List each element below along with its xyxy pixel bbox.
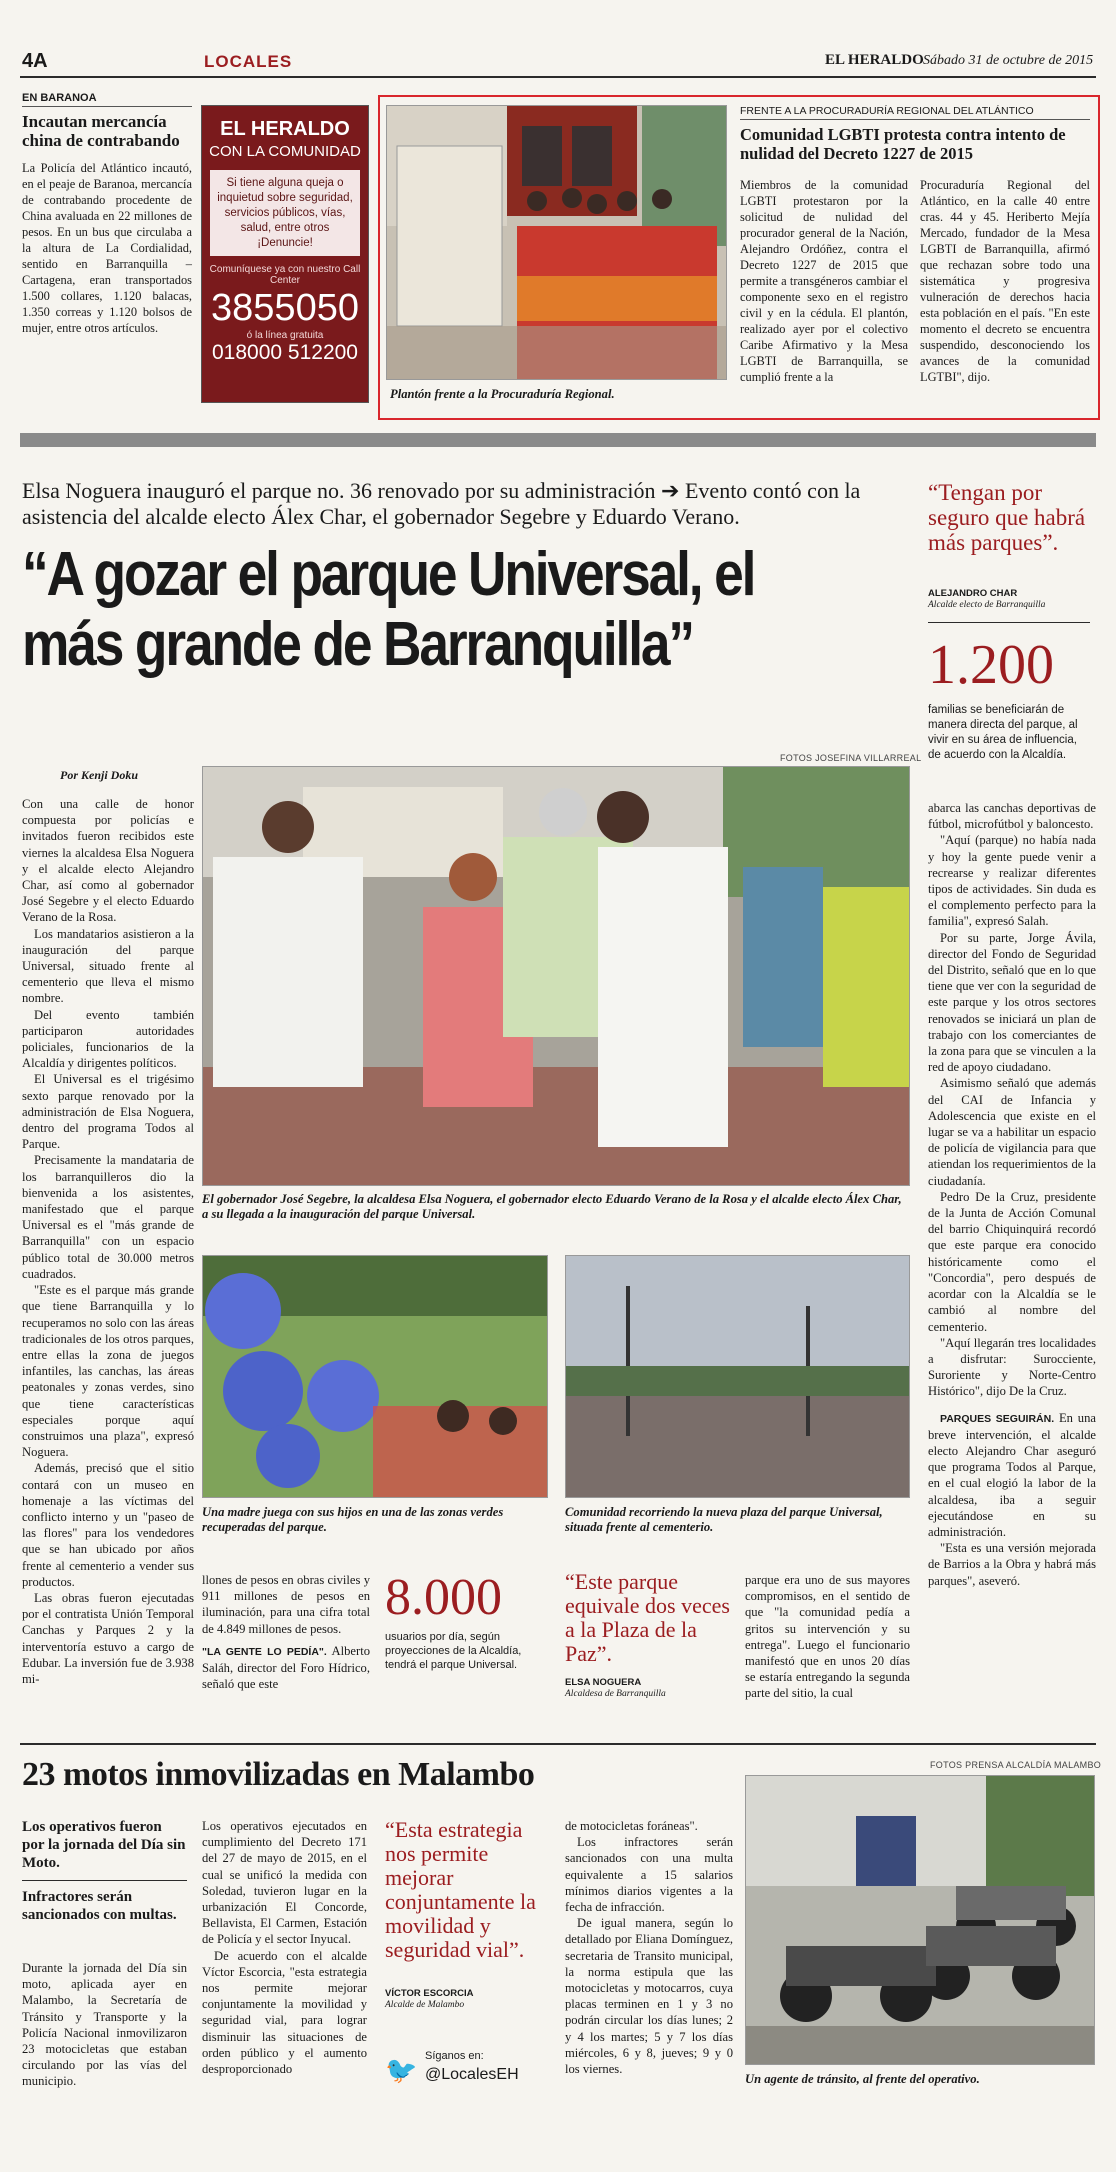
side-quote-role: Alcalde electo de Barranquilla [928,600,1046,610]
para: Asimismo señaló que además del CAI de Infancia y Adolescencia que existe en el lugar se va a habilitar un espacio de policía de vigilancia para que atiendan los requerimientos de la ciudadanía. [928,1076,1096,1188]
sub-rule [22,1880,187,1881]
twitter-handle[interactable]: @LocalesEH [425,2066,519,2083]
caption-plaza: Comunidad recorriendo la nueva plaza del parque Universal, situada frente al cementerio. [565,1505,883,1534]
stat-text: usuarios por día, según proyecciones de la Alcaldía, tendrá el parque Universal. [385,1631,522,1671]
header-rule [20,76,1096,78]
main-col-right [928,800,1096,1589]
community-promo [201,105,369,403]
para: Precisamente la mandataria de los barranquilleros dio la bienvenida a los asistentes, manifestado que el parque Universal es el "más grande de Barranquilla" con un espacio público total de 30.000 metros cuadrados. [22,1153,194,1281]
brief-baranoa [22,92,192,336]
byline: Por Kenji Doku [60,768,139,782]
plaza-crowd-illustration [566,1256,910,1498]
para: De acuerdo con el alcalde Víctor Escorcia, "esta estrategia nos permite mejorar conjuntamente la movilidad y seguridad vial, para lograr disminuir las situaciones de orden público y el aumento desproporcionado [202,1948,367,2077]
para: Alberto Saláh, director del Foro Hídrico, señaló que este [202,1643,370,1692]
photo-plaza [565,1255,910,1498]
side-quote-name: ALEJANDRO CHAR [928,588,1018,599]
side-stat-text: familias se beneficiarán de manera directa del parque, al vivir en su área de influencia, de acuerdo con la Alcaldía. [928,704,1078,761]
side-rule [928,622,1090,623]
para-with-kicker [928,1410,1096,1541]
main-col-bottom-c: parque era uno de sus mayores compromisos, en el sentido de que "la comunidad pedía a gritos su intervención y su entrega". Luego el funcionario manifestó que en unos 20 días se estaría entregando la segunda parte del sitio, la cual [745,1573,910,1701]
section-name: LOCALES [204,52,293,71]
promo-free-line: ó la línea gratuita [246,330,324,341]
section-divider [20,433,1096,447]
main-col-left [22,796,194,1687]
deck-part-1: Elsa Noguera inauguró el parque no. 36 renovado por su administración [22,478,656,503]
quote-noguera-role: Alcaldesa de Barranquilla [565,1689,666,1699]
para: En una breve intervención, el alcalde electo Alejandro Char aseguró que programa Todos al Parque, en el cual elogió la labor de la alcaldesa, iba a seguir ejecutándose en su administración. [928,1410,1096,1539]
promo-free-number[interactable]: 018000 512200 [212,341,358,364]
para-kicker-wrap [202,1643,370,1693]
promo-text: Si tiene alguna queja o inquietud sobre seguridad, servicios públicos, vías, salud, entre otros ¡Denuncie! [210,170,360,256]
quote-noguera: “Este parque equivale dos veces a la Plaza de la Paz”. [565,1569,730,1666]
motos-col2 [202,1818,367,2077]
motos-headline: 23 motos inmovilizadas en Malambo [22,1756,535,1793]
para: de motocicletas foráneas". [565,1819,698,1833]
lgbti-story [378,95,1100,420]
paper-name: EL HERALDO [825,52,924,68]
para: Además, precisó que el sitio contará con un museo en homenaje a las víctimas del conflicto interno y un "paseo de las flores" para los vendedores que se han ubicado por años frente al cementerio a vender sus productos. [22,1461,194,1589]
deck-part-2: Evento contó con la asistencia del alcalde electo Álex Char, el gobernador Segebre y Eduardo Verano. [22,478,861,529]
main-headline: “A gozar el parque Universal, el más grande de Barranquilla” [22,540,755,679]
main-photo [202,766,910,1186]
stat-big: 8.000 [385,1569,502,1626]
para: Por su parte, Jorge Ávila, director del Fondo de Seguridad del Distrito, señaló que en lo que tiene que ver con la seguridad de este parque y los otros sectores renovados se iniciará un plan de trabajo con los comerciantes de la zona para que se vinculen a la red de apoyo ciudadano. [928,930,1096,1075]
para: Con una calle de honor compuesta por policías e invitados fueron recibidos este viernes la alcaldesa Elsa Noguera y el alcalde electo Alejandro Char, así como al gobernador José Segebre y el electo Eduardo Verano de la Rosa. [22,797,194,925]
motos-quote: “Esta estrategia nos permite mejorar conjuntamente la movilidad y seguridad vial”. [385,1817,536,1962]
story-divider [20,1743,1096,1745]
twitter-bird-icon: 🐦 [385,2056,418,2085]
para: abarca las canchas deportivas de fútbol, microfútbol y baloncesto. [928,801,1096,832]
para: "Este es el parque más grande que tiene Barranquilla y lo recuperamos no solo con las áreas tradicionales de los otros parques, entre ellas la zona de juegos infantiles, las canchas, las áreas peatonales y zonas verdes, sino que tiene características especiales porque aquí construimos una plaza", expresó Noguera. [22,1283,194,1460]
issue-date: Sábado 31 de octubre de 2015 [923,53,1094,68]
social-follow[interactable] [385,2050,555,2090]
follow-label: Síganos en: [425,2050,484,2062]
lgbti-col2: Procuraduría Regional del Atlántico, en la calle 40 entre cras. 44 y 45. Heriberto Mejía Mercado, fundador de la Mesa LGBTI de Barranquilla, afirmó que rechazan sobre todo una sistemática y progresiva vulneración de derechos hacia esta población en el país. "En este momento el decreto se encuentra suspendido, desconociendo los avances de la comunidad LGTBI", dijo. [920,178,1090,384]
para: Las obras fueron ejecutadas por el contratista Unión Temporal Canchas y Parques 2 y la interventoría estuvo a cargo de Edubar. La inversión fue de 3.938 mi- [22,1590,194,1686]
lgbti-col1: Miembros de la comunidad LGBTI protestaron por la solicitud de nulidad del procurador general de la Nación, Alejandro Ordóñez, contra el Decreto 1227 de 2015 que permite a transgéneros cambiar el componente sexo en el registro civil y en la cédula. El plantón, realizado ayer por el colectivo Caribe Afirmativo y la Mesa LGBTI de Barranquilla, se cumplió frente a la [740,178,908,384]
motos-col4 [565,1818,733,2077]
family-park-illustration [203,1256,548,1498]
photo-credit: FOTOS JOSEFINA VILLARREAL [780,753,922,763]
officials-photo-illustration [203,767,910,1186]
motos-sub2: Infractores serán sancionados con multas. [22,1889,177,1923]
lgbti-photo [386,105,727,380]
para: El Universal es el trigésimo sexto parque renovado por la administración de Elsa Noguera, dentro del programa Todos al Parque. [22,1072,194,1152]
arrow-circle-icon: ➔ [661,478,680,503]
para: llones de pesos en obras civiles y 911 millones de pesos en iluminación, para una cifra total de 4.849 millones de pesos. [202,1573,370,1636]
protest-photo-illustration [387,106,727,380]
main-col-bottom-a [202,1572,370,1692]
lgbti-title: Comunidad LGBTI protesta contra intento de nulidad del Decreto 1227 de 2015 [740,125,1066,163]
motos-quote-role: Alcalde de Malambo [385,2000,465,2010]
para: Los mandatarios asistieron a la inauguración del parque Universal, situado frente al cementerio que lleva el mismo nombre. [22,926,194,1006]
para: "Aquí (parque) no había nada y hoy la gente puede venir a recrearse y realizar diferentes tipos de actividades. Sin duda es el complemento perfecto para la familia", expresó Salah. [928,833,1096,929]
quote-noguera-name: ELSA NOGUERA [565,1677,642,1688]
motos-photo [745,1775,1095,2065]
motos-sub1: Los operativos fueron por la jornada del Día sin Moto. [22,1819,186,1871]
para: De igual manera, según lo detallado por Eliana Domínguez, secretaria de Transito municipal, la norma estipula que las motocicletas y motocarros, cuya placas terminen en 1 y 3 no podrán circular los días lunes; 2 y 4 los martes; 5 y 7 los días miércoles, 6 y 8, jueves; 9 y 0 los viernes. [565,1916,733,2077]
lgbti-kicker: FRENTE A LA PROCURADURÍA REGIONAL DEL ATLÁNTICO [740,105,1090,120]
para: Pedro De la Cruz, presidente de la Junta de Acción Comunal del barrio Chiquinquirá recordó que este parque era conocido históricamente como el "Concordia", pero después de acordar con la Alcaldía se le cambió al nombre del cementerio. [928,1189,1096,1334]
motos-caption: Un agente de tránsito, al frente del operativo. [745,2072,980,2086]
promo-title: EL HERALDO [220,118,350,140]
para: Los infractores serán sancionados con una multa equivalente a 15 salarios mínimos diarios vigentes a la fecha de infracción. [565,1835,733,1915]
main-deck [22,478,902,530]
promo-phone[interactable]: 3855050 [211,287,359,329]
brief-title: Incautan mercancía china de contrabando [22,112,180,150]
motos-photo-credit: FOTOS PRENSA ALCALDÍA MALAMBO [930,1760,1102,1770]
brief-body: La Policía del Atlántico incautó, en el peaje de Baranoa, mercancía de contrabando procedente de China avaluada en 22 millones de pesos. En un bus que circulaba a la altura de La Cordialidad, sentido en Barranquilla – Cartagena, eran transportados 1.500 collares, 1.120 balacas, 1.350 correas y 1.120 bolsos de mujer, entre otros artículos. [22,161,192,335]
promo-cta: Comuníquese ya con nuestro Call Center [209,264,361,286]
para: Los operativos ejecutados en cumplimiento del Decreto 171 del 27 de mayo de 2015, en el cual se unificó la medida con Soledad, tuvieron lugar en la urbanización El Concorde, Bellavista, El Carmen, Estación de Policía y el sector Inyucal. [202,1819,367,1947]
para: "Esta es una versión mejorada de Barrios a la Obra y habrá más parques", aseveró. [928,1541,1096,1588]
main-caption: El gobernador José Segebre, la alcaldesa Elsa Noguera, el gobernador electo Eduardo Verano de la Rosa y el alcalde electo Álex Char, a su llegada a la inauguración del parque Universal. [202,1192,902,1221]
paragraph-kicker: PARQUES SEGUIRÁN. [940,1412,1055,1425]
para: "Aquí llegarán tres localidades a disfrutar: Surocciente, Suroriente y Norte-Centro Histórico", dijo De la Cruz. [928,1335,1096,1399]
para: Del evento también participaron autoridades policiales, funcionarios de la Alcaldía y dirigentes políticos. [22,1007,194,1071]
side-stat: 1.200 [928,634,1054,696]
motorcycles-illustration [746,1776,1095,2065]
caption-mother-kids: Una madre juega con sus hijos en una de las zonas verdes recuperadas del parque. [202,1505,504,1534]
photo-mother-kids [202,1255,548,1498]
motos-col1: Durante la jornada del Día sin moto, aplicada ayer en Malambo, la Secretaría de Tránsito y Transporte y la Policía Nacional inmovilizaron 23 motocicletas que estaban circulando por las vías del municipio. [22,1961,187,2089]
page-number: 4A [22,50,48,72]
lgbti-caption: Plantón frente a la Procuraduría Regional. [390,387,615,401]
motos-quote-name: VÍCTOR ESCORCIA [385,1988,474,1999]
paragraph-kicker: "LA GENTE LO PEDÍA". [202,1645,327,1658]
side-quote: “Tengan por seguro que habrá más parques”. [928,480,1086,555]
brief-kicker: EN BARANOA [22,92,192,107]
promo-subtitle: CON LA COMUNIDAD [209,143,361,160]
